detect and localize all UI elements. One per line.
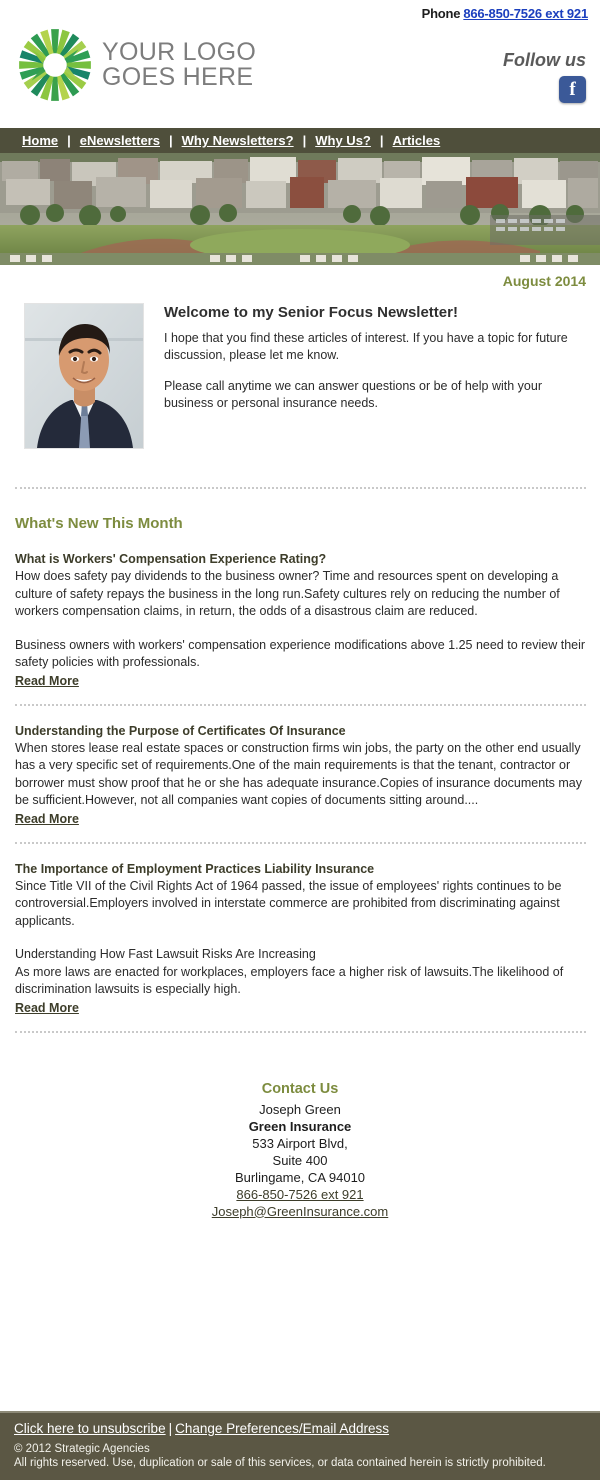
contact-section bbox=[0, 1033, 600, 1220]
page-footer bbox=[0, 1411, 600, 1480]
welcome-body bbox=[164, 303, 584, 449]
read-more-link[interactable]: Read More bbox=[15, 673, 79, 688]
welcome-paragraph-1: I hope that you find these articles of interest. If you have a topic for future discussion, please let me know. bbox=[164, 331, 568, 362]
nav-item-articles[interactable]: Articles bbox=[392, 133, 441, 148]
agent-headshot-photo bbox=[24, 303, 144, 449]
welcome-paragraph-2: Please call anytime we can answer questions or be of help with your business or personal insurance needs. bbox=[164, 379, 542, 410]
section-title: What's New This Month bbox=[15, 515, 183, 532]
main-navigation bbox=[0, 128, 600, 153]
header-phone bbox=[422, 6, 588, 21]
article-subheading: Understanding How Fast Lawsuit Risks Are Increasing bbox=[15, 947, 316, 961]
article-title: What is Workers' Compensation Experience Rating? bbox=[15, 552, 327, 566]
nav-item-home[interactable]: Home bbox=[22, 133, 59, 148]
page-header bbox=[0, 0, 600, 128]
contact-address-3: Burlingame, CA 94010 bbox=[234, 1169, 366, 1185]
footer-separator: | bbox=[168, 1421, 173, 1436]
logo-line-1: YOUR LOGO bbox=[102, 38, 257, 66]
contact-phone-link[interactable]: 866-850-7526 ext 921 bbox=[236, 1186, 364, 1202]
footer-rights: All rights reserved. Use, duplication or sale of this services, or data contained herein is strictly prohibited. bbox=[14, 1457, 546, 1469]
contact-heading: Contact Us bbox=[261, 1080, 339, 1097]
follow-us-label: Follow us bbox=[503, 50, 586, 70]
nav-item-enewsletters[interactable]: eNewsletters bbox=[79, 133, 160, 148]
logo[interactable] bbox=[16, 26, 256, 104]
contact-address-1: 533 Airport Blvd, bbox=[252, 1135, 348, 1151]
contact-address-2: Suite 400 bbox=[272, 1152, 328, 1168]
welcome-section bbox=[0, 289, 600, 449]
issue-date: August 2014 bbox=[502, 273, 586, 289]
phone-number-link[interactable]: 866-850-7526 ext 921 bbox=[463, 6, 588, 21]
nav-item-why-newsletters[interactable]: Why Newsletters? bbox=[181, 133, 294, 148]
article-body-2: As more laws are enacted for workplaces, employers face a higher risk of lawsuits.The likelihood of discrimination lawsuits is especially high. bbox=[15, 964, 564, 996]
logo-line-2: GOES HERE bbox=[102, 63, 254, 91]
footer-copyright: © 2012 Strategic Agencies bbox=[14, 1443, 150, 1455]
welcome-title: Welcome to my Senior Focus Newsletter! bbox=[164, 304, 458, 321]
banner-aerial-town-photo bbox=[0, 153, 600, 265]
article-item bbox=[15, 552, 586, 690]
read-more-link[interactable]: Read More bbox=[15, 1000, 79, 1015]
article-body-2: Business owners with workers' compensation experience modifications above 1.25 need to review their safety policies with professionals. bbox=[15, 637, 586, 669]
phone-label: Phone bbox=[421, 6, 461, 21]
article-item bbox=[15, 862, 586, 1017]
article-section-3 bbox=[0, 844, 600, 1017]
nav-item-why-us[interactable]: Why Us? bbox=[315, 133, 371, 148]
article-title: The Importance of Employment Practices Liability Insurance bbox=[15, 861, 375, 876]
article-body: Since Title VII of the Civil Rights Act of 1964 passed, the issue of employees' rights continues to be controversial.Employers involved in interstate commerce are prohibited from discriminating against applicants. bbox=[15, 878, 562, 928]
article-title: Understanding the Purpose of Certificates Of Insurance bbox=[15, 723, 346, 738]
article-body: How does safety pay dividends to the business owner? Time and resources spent on developing a culture of safety repays the business in the long run.Safety cultures rely on reducing the number of workers compensation claims, in return, the odds of a disastrous claim are reduced. bbox=[15, 569, 560, 618]
contact-email-link[interactable]: Joseph@GreenInsurance.com bbox=[211, 1203, 389, 1219]
nav-separator: | bbox=[379, 133, 384, 148]
contact-company: Green Insurance bbox=[248, 1118, 352, 1134]
change-preferences-link[interactable]: Change Preferences/Email Address bbox=[175, 1421, 389, 1436]
article-body: When stores lease real estate spaces or construction firms win jobs, the party on the other end usually has a very specific set of requirements.One of the main requirements is that the tenant, contractor or borrower must show proof that he or she has adequate insurance.Copies of insurance documents may be sufficient.However, not all companies want copies of documents sitting around.... bbox=[15, 740, 582, 807]
nav-separator: | bbox=[67, 133, 71, 148]
logo-wordmark bbox=[102, 40, 256, 90]
article-item bbox=[15, 724, 586, 828]
follow-us-block bbox=[406, 50, 586, 108]
contact-name: Joseph Green bbox=[259, 1101, 341, 1117]
starburst-logo-icon bbox=[16, 26, 94, 104]
whats-new-section bbox=[0, 489, 600, 690]
footer-links bbox=[14, 1421, 586, 1436]
unsubscribe-link[interactable]: Click here to unsubscribe bbox=[14, 1421, 166, 1436]
facebook-icon[interactable] bbox=[559, 76, 586, 103]
facebook-f-glyph: f bbox=[569, 78, 576, 100]
article-section-2 bbox=[0, 706, 600, 828]
nav-separator: | bbox=[302, 133, 307, 148]
nav-separator: | bbox=[168, 133, 173, 148]
read-more-link[interactable]: Read More bbox=[15, 811, 79, 826]
